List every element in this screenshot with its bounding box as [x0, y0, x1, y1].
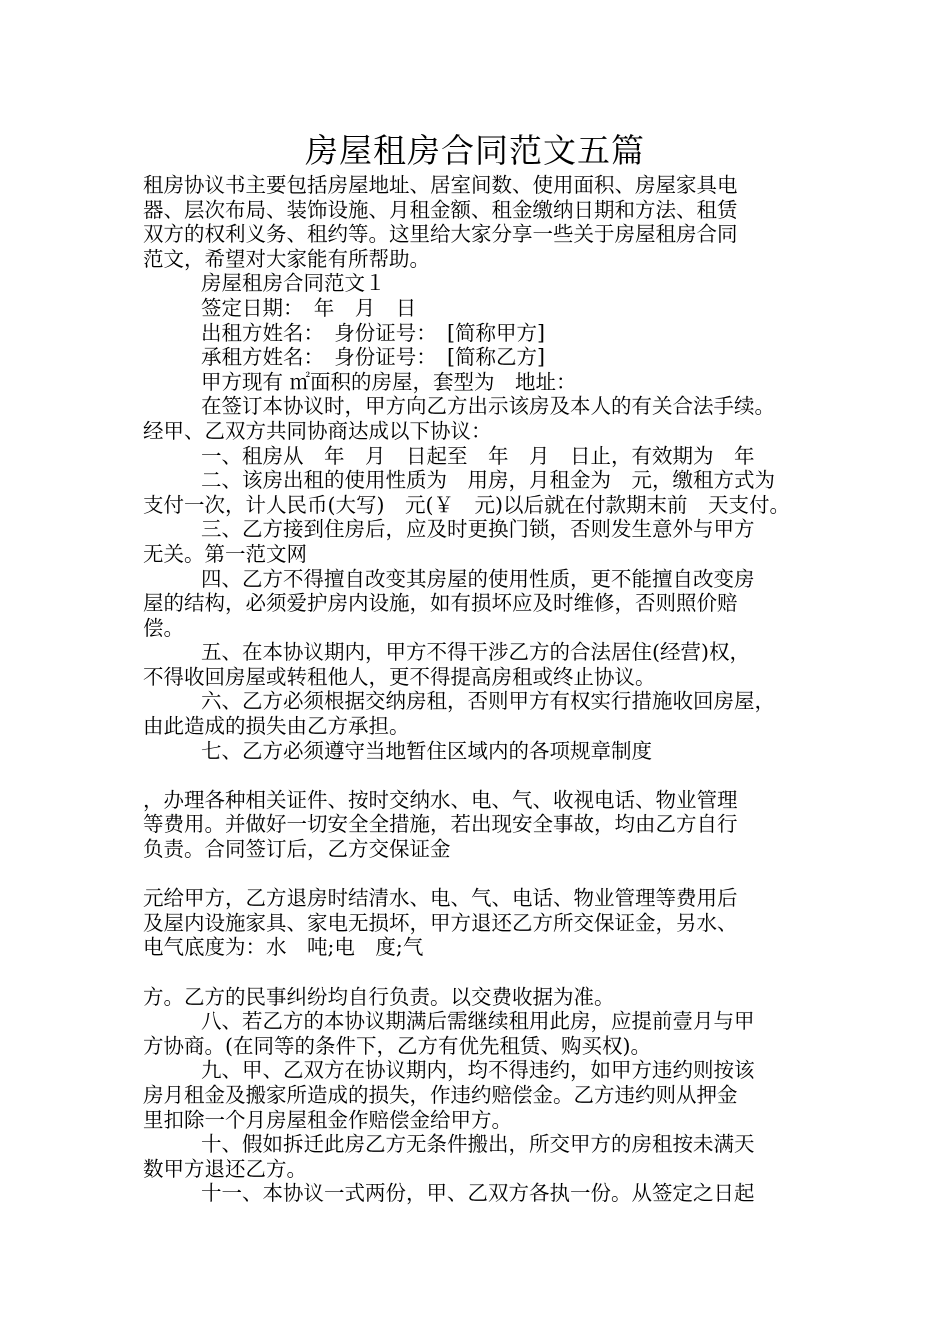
text-line: 经甲、乙双方共同协商达成以下协议： [143, 418, 492, 443]
text-line: 双方的权利义务、租约等。这里给大家分享一些关于房屋租房合同 [143, 222, 738, 247]
text-line: 元给甲方，乙方退房时结清水、电、气、电话、物业管理等费用后 [143, 886, 738, 911]
blank-line [143, 862, 823, 887]
text-line: 器、层次布局、装饰设施、月租金额、租金缴纳日期和方法、租赁 [143, 197, 738, 222]
paragraph-first-line: 二、该房出租的使用性质为 用房，月租金为 元，缴租方式为 [201, 468, 775, 493]
text-line: 由此造成的损失由乙方承担。 [143, 714, 410, 739]
text-line: 范文，希望对大家能有所帮助。 [143, 246, 430, 271]
text-line: 屋的结构，必须爱护房内设施，如有损坏应及时维修，否则照价赔 [143, 591, 738, 616]
paragraph-first-line: 承租方姓名： 身份证号： [简称乙方] [201, 345, 545, 370]
text-line: 数甲方退还乙方。 [143, 1156, 307, 1181]
text-line: 负责。合同签订后，乙方交保证金 [143, 837, 451, 862]
text-line: 及屋内设施家具、家电无损坏，甲方退还乙方所交保证金，另水、 [143, 910, 738, 935]
paragraph-first-line: 在签订本协议时，甲方向乙方出示该房及本人的有关合法手续。 [201, 394, 775, 419]
text-line: 方协商。(在同等的条件下，乙方有优先租赁、购买权)。 [143, 1033, 651, 1058]
paragraph-first-line: 八、若乙方的本协议期满后需继续租用此房，应提前壹月与甲 [201, 1009, 755, 1034]
paragraph-first-line: 十、假如拆迁此房乙方无条件搬出，所交甲方的房租按未满天 [201, 1132, 755, 1157]
text-line: 等费用。并做好一切安全全措施，若出现安全事故，均由乙方自行 [143, 812, 738, 837]
paragraph-first-line: 一、租房从 年 月 日起至 年 月 日止，有效期为 年 [201, 443, 755, 468]
text-line: 方。乙方的民事纠纷均自行负责。以交费收据为准。 [143, 984, 615, 1009]
paragraph-first-line: 六、乙方必须根据交纳房租，否则甲方有权实行措施收回房屋， [201, 689, 775, 714]
blank-line [143, 763, 823, 788]
paragraph-first-line: 甲方现有 ㎡面积的房屋，套型为 地址： [201, 369, 577, 394]
text-line: 租房协议书主要包括房屋地址、居室间数、使用面积、房屋家具电 [143, 173, 738, 197]
document-body [143, 173, 823, 1206]
text-line: 偿。 [143, 615, 184, 640]
text-line: 无关。第一范文网 [143, 541, 307, 566]
paragraph-first-line: 三、乙方接到住房后，应及时更换门锁，否则发生意外与甲方 [201, 517, 755, 542]
paragraph-first-line: 七、乙方必须遵守当地暂住区域内的各项规章制度 [201, 738, 652, 763]
paragraph-first-line: 九、甲、乙双方在协议期内，均不得违约，如甲方违约则按该 [201, 1058, 755, 1083]
paragraph-first-line: 五、在本协议期内，甲方不得干涉乙方的合法居住(经营)权， [201, 640, 750, 665]
paragraph-first-line: 签定日期： 年 月 日 [201, 295, 417, 320]
blank-line [143, 960, 823, 985]
text-line: 支付一次，计人民币(大写) 元(￥ 元)以后就在付款期末前 天支付。 [143, 492, 790, 517]
document-title: 房屋租房合同范文五篇 [305, 131, 645, 170]
text-line: ，办理各种相关证件、按时交纳水、电、气、收视电话、物业管理 [143, 787, 738, 812]
paragraph-first-line: 四、乙方不得擅自改变其房屋的使用性质，更不能擅自改变房 [201, 566, 755, 591]
text-line: 里扣除一个月房屋租金作赔偿金给甲方。 [143, 1107, 512, 1132]
paragraph-first-line: 房屋租房合同范文１ [201, 271, 386, 296]
text-line: 房月租金及搬家所造成的损失，作违约赔偿金。乙方违约则从押金 [143, 1082, 738, 1107]
text-line: 电气底度为：水 吨;电 度;气 [143, 935, 424, 960]
paragraph-first-line: 十一、本协议一式两份，甲、乙双方各执一份。从签定之日起 [201, 1181, 755, 1206]
paragraph-first-line: 出租方姓名： 身份证号： [简称甲方] [201, 320, 545, 345]
text-line: 不得收回房屋或转租他人，更不得提高房租或终止协议。 [143, 664, 656, 689]
